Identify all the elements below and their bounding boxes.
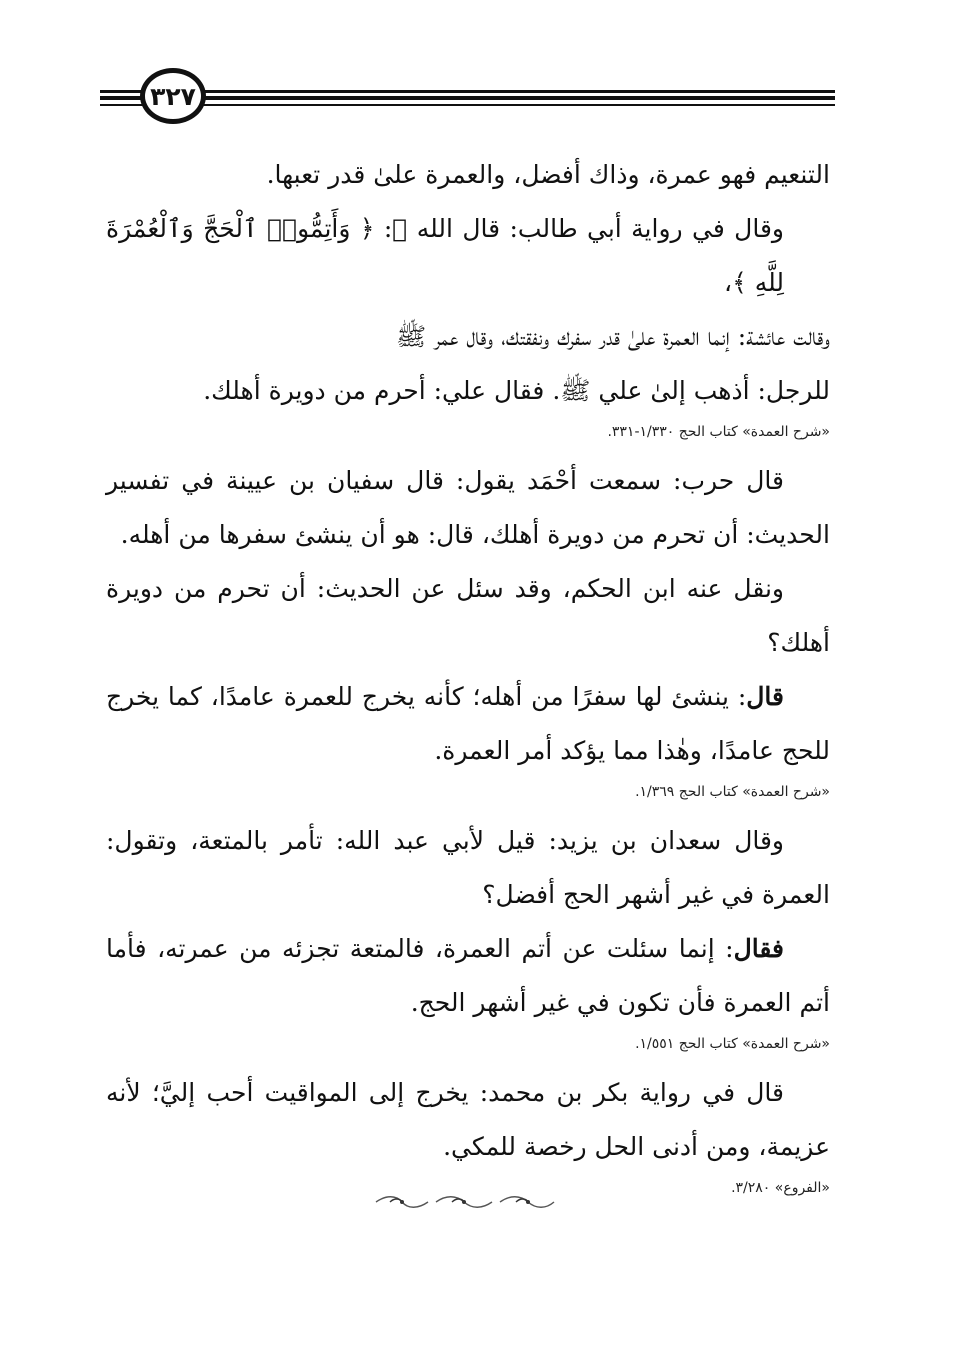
paragraph-text: قال حرب: سمعت أحْمَد يقول: قال سفيان بن عيينة في تفسير الحديث: أن تحرم من دويرة أهلك، قال: هو أن ينشئ سفرها من أهله. — [106, 466, 830, 549]
paragraph — [106, 670, 830, 778]
paragraph-text: ونقل عنه ابن الحكم، وقد سئل عن الحديث: أن تحرم من دويرة أهلك؟ — [106, 574, 830, 657]
source-citation: «الفروع» ٣/٢٨٠. — [731, 1180, 830, 1196]
header-rule — [170, 104, 835, 106]
speaker-label: فقال — [733, 934, 784, 963]
text-line: وقال في رواية أبي طالب: قال الله ﷻ: ﴿ وَأَتِمُّوا۟ ٱلْحَجَّ وَٱلْعُمْرَةَ لِلَّهِ ﴾، — [106, 214, 784, 297]
header-rule — [170, 90, 835, 93]
header-rule — [170, 96, 835, 100]
paragraph — [106, 1066, 830, 1174]
header-rule — [100, 104, 144, 106]
header-rule — [100, 90, 144, 93]
paragraph — [106, 562, 830, 670]
text-line: للرجل: أذهب إلىٰ علي ﷺ. فقال علي: أحرم من دويرة أهلك. — [203, 376, 830, 405]
paragraph — [106, 148, 830, 418]
paragraph — [106, 814, 830, 922]
paragraph-text: : ينشئ لها سفرًا من أهله؛ كأنه يخرج للعمرة عامدًا، كما يخرج للحج عامدًا، وهٰذا مما يؤكد أمر العمرة. — [106, 682, 830, 765]
source-citation: «شرح العمدة» كتاب الحج ١/٣٣٠-٣٣١. — [607, 424, 830, 440]
paragraph — [106, 454, 830, 562]
text-line: التنعيم فهو عمرة، وذاك أفضل، والعمرة علىٰ قدر تعبها. — [266, 160, 830, 189]
page-number: ٣٢٧ — [140, 68, 206, 124]
speaker-label: قال — [746, 682, 784, 711]
source-citation: «شرح العمدة» كتاب الحج ١/٥٥١. — [635, 1036, 830, 1052]
paragraph — [106, 922, 830, 1030]
text-line: وقالت عائشة: إنما العمرة علىٰ قدر سفرك ونفقتك، وقال عمر ﷺ — [395, 322, 830, 351]
paragraph-text: وقال سعدان بن يزيد: قيل لأبي عبد الله: تأمر بالمتعة، وتقول: العمرة في غير أشهر الحج أفضل؟ — [106, 826, 830, 909]
paragraph-text: : إنما سئلت عن أتم العمرة، فالمتعة تجزئه من عمرته، فأما أتم العمرة فأن تكون في غير أشهر الحج. — [106, 934, 830, 1017]
header-rule — [100, 96, 144, 100]
paragraph-text: قال في رواية بكر بن محمد: يخرج إلى المواقيت أحب إليَّ؛ لأنه عزيمة، ومن أدنى الحل رخصة للمكي. — [106, 1078, 830, 1161]
decorative-ornament — [372, 1193, 558, 1211]
source-citation: «شرح العمدة» كتاب الحج ١/٣٦٩. — [635, 784, 830, 800]
page-header — [100, 68, 835, 130]
page-body — [106, 148, 830, 1210]
